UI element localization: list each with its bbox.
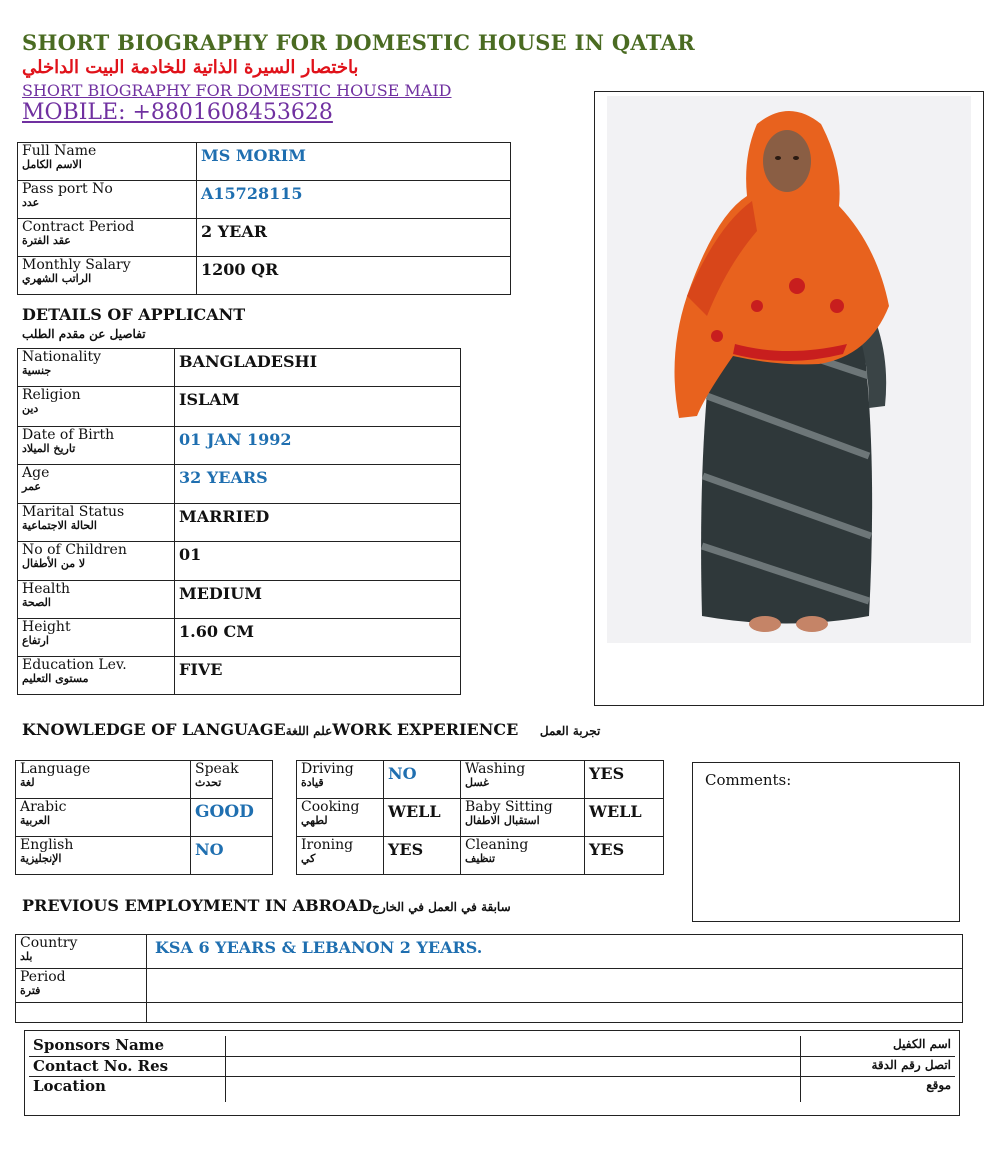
field-label: Speak bbox=[195, 761, 239, 777]
document-title-arabic: باختصار السيرة الذاتية للخادمة البيت الداخلي bbox=[22, 57, 359, 78]
table-row bbox=[18, 581, 461, 619]
table-row bbox=[18, 349, 461, 387]
applicant-photo-drawing bbox=[607, 96, 971, 643]
applicant-photo bbox=[607, 96, 971, 643]
previous-employment-heading-arabic: سابقة في العمل في الخارج bbox=[372, 900, 511, 914]
table-row bbox=[18, 219, 511, 257]
field-label-arabic: غسل bbox=[465, 776, 489, 789]
field-label-arabic: عدد bbox=[22, 196, 40, 209]
table-row bbox=[18, 387, 461, 427]
full-name-value: MS MORIM bbox=[197, 143, 511, 181]
field-label: Education Lev. bbox=[22, 657, 127, 673]
table-row bbox=[16, 935, 963, 969]
field-label: Period bbox=[20, 969, 66, 985]
field-label-arabic: عقد الفترة bbox=[22, 234, 71, 247]
field-label: Cooking bbox=[301, 799, 360, 815]
contract-period-value: 2 YEAR bbox=[197, 219, 511, 257]
language-heading-arabic: علم اللغة bbox=[285, 724, 333, 738]
table-row bbox=[18, 542, 461, 581]
field-label-arabic: فترة bbox=[20, 984, 41, 997]
field-label: Date of Birth bbox=[22, 427, 115, 443]
field-label-arabic: الصحة bbox=[22, 596, 51, 609]
location-label-arabic: موقع bbox=[801, 1076, 956, 1102]
field-label: Cleaning bbox=[465, 837, 529, 853]
previous-employment-table bbox=[15, 934, 963, 1023]
field-label-arabic: تاريخ الميلاد bbox=[22, 442, 76, 455]
summary-table bbox=[17, 142, 511, 295]
marital-status-value: MARRIED bbox=[175, 504, 461, 542]
field-label: No of Children bbox=[22, 542, 127, 558]
table-row bbox=[16, 837, 273, 875]
table-row bbox=[18, 619, 461, 657]
arabic-speak-value: GOOD bbox=[191, 799, 273, 837]
field-label: Contract Period bbox=[22, 219, 135, 235]
field-label: Language bbox=[20, 761, 91, 777]
work-heading-arabic: تجربة العمل bbox=[539, 724, 601, 738]
education-value: FIVE bbox=[175, 657, 461, 695]
table-row bbox=[29, 1076, 955, 1102]
english-speak-value: NO bbox=[191, 837, 273, 875]
field-label-arabic: الراتب الشهري bbox=[22, 272, 92, 285]
passport-value: A15728115 bbox=[197, 181, 511, 219]
table-row bbox=[18, 504, 461, 542]
nationality-value: BANGLADESHI bbox=[175, 349, 461, 387]
cooking-value: WELL bbox=[384, 799, 461, 837]
comments-box[interactable] bbox=[692, 762, 960, 922]
location-field[interactable] bbox=[226, 1076, 801, 1102]
field-label: Nationality bbox=[22, 349, 101, 365]
children-value: 01 bbox=[175, 542, 461, 581]
field-label-arabic: لا من الأطفال bbox=[22, 557, 86, 570]
table-row bbox=[297, 837, 664, 875]
sponsor-name-label: Sponsors Name bbox=[29, 1036, 226, 1056]
language-table bbox=[15, 760, 273, 875]
mobile-number[interactable]: MOBILE: +8801608453628 bbox=[22, 100, 333, 125]
period-value bbox=[147, 969, 963, 1003]
ironing-value: YES bbox=[384, 837, 461, 875]
sponsor-name-field[interactable] bbox=[226, 1036, 801, 1056]
language-heading-text: KNOWLEDGE OF LANGUAGE bbox=[22, 720, 286, 739]
details-heading-arabic: تفاصيل عن مقدم الطلب bbox=[22, 327, 146, 341]
sponsor-box bbox=[24, 1030, 960, 1116]
field-label: Monthly Salary bbox=[22, 257, 131, 273]
field-label: Baby Sitting bbox=[465, 799, 553, 815]
field-label: Washing bbox=[465, 761, 526, 777]
age-value: 32 YEARS bbox=[175, 465, 461, 504]
field-label-arabic: جنسية bbox=[22, 364, 52, 377]
contact-number-field[interactable] bbox=[226, 1056, 801, 1076]
sponsor-table bbox=[29, 1036, 955, 1102]
field-label-arabic: لطهي bbox=[301, 814, 328, 827]
baby-sitting-value: WELL bbox=[585, 799, 664, 837]
field-label-arabic: العربية bbox=[20, 814, 51, 827]
field-label: Arabic bbox=[20, 799, 67, 815]
contact-number-label-arabic: اتصل رقم الدقة bbox=[801, 1056, 956, 1076]
field-label-arabic: الإنجليزية bbox=[20, 852, 62, 865]
document-title: SHORT BIOGRAPHY FOR DOMESTIC HOUSE IN QATAR bbox=[22, 30, 695, 55]
field-label: Ironing bbox=[301, 837, 354, 853]
field-label-arabic: ارتفاع bbox=[22, 634, 49, 647]
details-heading: DETAILS OF APPLICANT bbox=[22, 305, 246, 324]
field-label: Country bbox=[20, 935, 78, 951]
table-row bbox=[16, 969, 963, 1003]
table-row bbox=[18, 257, 511, 295]
field-label-arabic: استقبال الاطفال bbox=[465, 814, 540, 827]
table-row bbox=[18, 181, 511, 219]
field-label: Driving bbox=[301, 761, 354, 777]
table-row bbox=[29, 1056, 955, 1076]
comments-label: Comments: bbox=[705, 771, 792, 789]
field-label-arabic: تنظيف bbox=[465, 852, 496, 865]
table-row bbox=[16, 1003, 963, 1023]
field-label-arabic: لغة bbox=[20, 776, 35, 789]
table-row bbox=[18, 465, 461, 504]
table-row bbox=[16, 761, 273, 799]
field-label-arabic: عمر bbox=[22, 480, 41, 493]
driving-value: NO bbox=[384, 761, 461, 799]
monthly-salary-value: 1200 QR bbox=[197, 257, 511, 295]
contact-number-label: Contact No. Res bbox=[29, 1056, 226, 1076]
location-label: Location bbox=[29, 1076, 226, 1102]
washing-value: YES bbox=[585, 761, 664, 799]
table-row bbox=[18, 143, 511, 181]
field-label: Religion bbox=[22, 387, 81, 403]
field-label-arabic: دين bbox=[22, 402, 39, 415]
field-label: Height bbox=[22, 619, 71, 635]
date-of-birth-value: 01 JAN 1992 bbox=[175, 427, 461, 465]
cleaning-value: YES bbox=[585, 837, 664, 875]
field-label-arabic: مستوى التعليم bbox=[22, 672, 89, 685]
field-label-arabic: الحالة الاجتماعية bbox=[22, 519, 97, 532]
table-row bbox=[18, 427, 461, 465]
height-value: 1.60 CM bbox=[175, 619, 461, 657]
sponsor-name-label-arabic: اسم الكفيل bbox=[801, 1036, 956, 1056]
field-label: Age bbox=[22, 465, 50, 481]
table-row bbox=[297, 761, 664, 799]
field-label: Pass port No bbox=[22, 181, 113, 197]
table-row bbox=[297, 799, 664, 837]
work-experience-table bbox=[296, 760, 664, 875]
language-heading bbox=[22, 720, 600, 739]
health-value: MEDIUM bbox=[175, 581, 461, 619]
field-label: Full Name bbox=[22, 143, 97, 159]
field-label-arabic: بلد bbox=[20, 950, 33, 963]
document-subtitle: SHORT BIOGRAPHY FOR DOMESTIC HOUSE MAID bbox=[22, 81, 452, 100]
field-label-arabic: كي bbox=[301, 852, 316, 865]
religion-value: ISLAM bbox=[175, 387, 461, 427]
field-label: English bbox=[20, 837, 74, 853]
previous-employment-heading-text: PREVIOUS EMPLOYMENT IN ABROAD bbox=[22, 896, 373, 915]
field-label-arabic: تحدث bbox=[195, 776, 222, 789]
table-row bbox=[29, 1036, 955, 1056]
field-label: Marital Status bbox=[22, 504, 125, 520]
table-row bbox=[16, 799, 273, 837]
work-heading-text: WORK EXPERIENCE bbox=[332, 720, 519, 739]
details-table bbox=[17, 348, 461, 695]
previous-employment-heading bbox=[22, 896, 511, 915]
country-value: KSA 6 YEARS & LEBANON 2 YEARS. bbox=[147, 935, 963, 969]
table-row bbox=[18, 657, 461, 695]
field-label-arabic: الاسم الكامل bbox=[22, 158, 82, 171]
field-label-arabic: قيادة bbox=[301, 776, 324, 789]
field-label: Health bbox=[22, 581, 70, 597]
